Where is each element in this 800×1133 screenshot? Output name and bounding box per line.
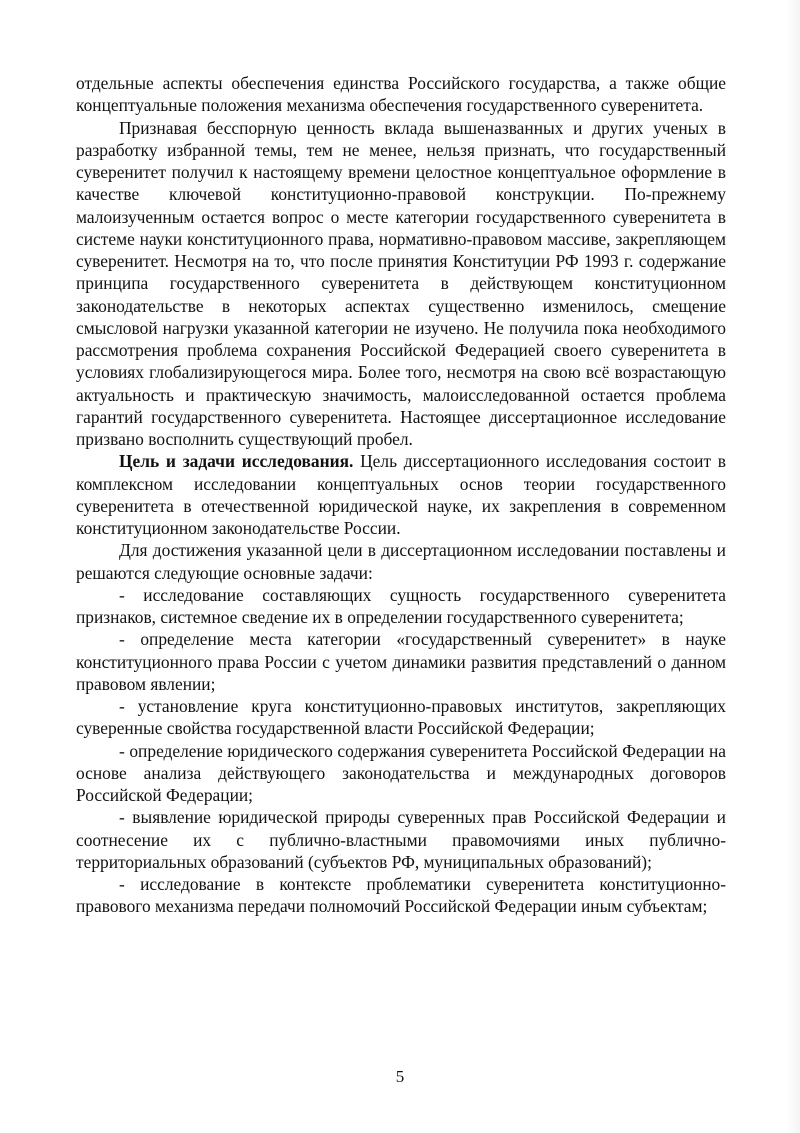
scan-edge-shadow <box>786 0 800 1133</box>
goal-heading: Цель и задачи исследования. <box>119 451 354 472</box>
task-item: - определение юридического содержания суверенитета Российской Федерации на основе анализа действующего законодательства и международных договоров Российской Федерации; <box>76 740 726 805</box>
task-item: - исследование в контексте проблематики суверенитета конституционно-правового механизма передачи полномочий Российской Федерации иным субъектам; <box>76 874 726 917</box>
task-item: - установление круга конституционно-правовых институтов, закрепляющих суверенные свойства государственной власти Российской Федерации; <box>76 696 726 739</box>
task-item: - исследование составляющих сущность государственного суверенитета признаков, системное сведение их в определении государственного суверенитета; <box>76 584 726 627</box>
body-text <box>76 72 726 918</box>
task-item: - выявление юридической природы суверенных прав Российской Федерации и соотнесение их с публично-властными правомочиями иных публично-территориальных образований (субъектов РФ, муниципальных образований); <box>76 807 726 872</box>
paragraph-tasks-intro: Для достижения указанной цели в диссертационном исследовании поставлены и решаются следующие основные задачи: <box>76 540 726 583</box>
page-number: 5 <box>395 1067 405 1086</box>
paragraph-literature-gap: Признавая бесспорную ценность вклада вышеназванных и других ученых в разработку избранной темы, тем не менее, нельзя признать, что государственный суверенитет получил к настоящему времени целостное концептуальное оформление в качестве ключевой конституционно-правовой конструкции. По-прежнему малоизученным остается вопрос о месте категории государственного суверенитета в системе науки конституционного права, нормативно-правовом массиве, закрепляющем суверенитет. Несмотря на то, что после принятия Конституции РФ 1993 г. содержание принципа государственного суверенитета в действующем конституционном законодательстве в некоторых аспектах существенно изменилось, смещение смысловой нагрузки указанной категории не изучено. Не получила пока необходимого рассмотрения проблема сохранения Российской Федерацией своего суверенитета в условиях глобализирующегося мира. Более того, несмотря на свою всё возрастающую актуальность и практическую значимость, малоисследованной остается проблема гарантий государственного суверенитета. Настоящее диссертационное исследование призвано восполнить существующий пробел. <box>76 117 726 449</box>
task-item: - определение места категории «государственный суверенитет» в науке конституционного права России с учетом динамики развития представлений о данном правовом явлении; <box>76 629 726 694</box>
paragraph-intro-continuation: отдельные аспекты обеспечения единства Российского государства, а также общие концептуальные положения механизма обеспечения государственного суверенитета. <box>76 73 726 116</box>
paragraph-research-goal: Цель и задачи исследования. Цель диссертационного исследования состоит в комплексном исследовании концептуальных основ теории государственного суверенитета в отечественной юридической науке, их закрепления в современном конституционном законодательстве России. <box>76 451 727 538</box>
